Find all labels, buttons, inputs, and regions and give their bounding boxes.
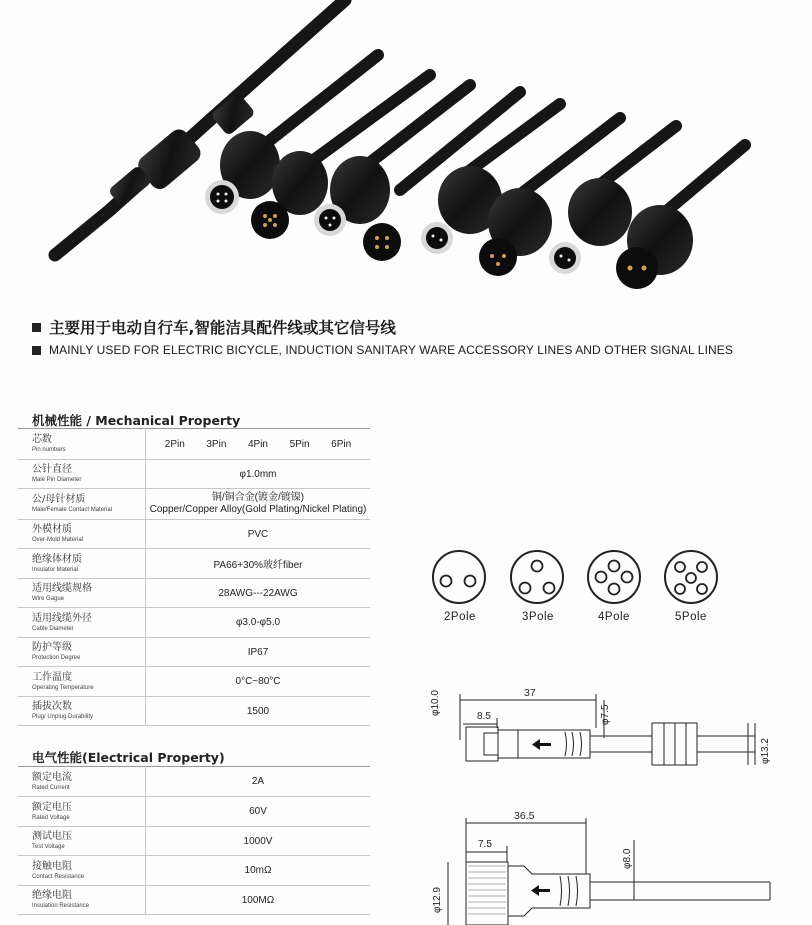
row-value: 1500 bbox=[146, 697, 371, 726]
pin-count: 5Pin bbox=[289, 438, 310, 450]
table-row: 适用线缆外径 Cable Diameter φ3.0-φ5.0 bbox=[18, 608, 370, 638]
electrical-title: 电气性能(Electrical Property) bbox=[32, 750, 225, 765]
bullet-square-icon bbox=[32, 323, 41, 332]
dim-diameter-left: φ12.9 bbox=[432, 887, 443, 913]
row-value: 2A bbox=[146, 767, 371, 797]
dim-front: 7.5 bbox=[478, 839, 492, 850]
table-row: 公针直径 Male Pin Diameter φ1.0mm bbox=[18, 460, 370, 489]
pole-5-outline bbox=[665, 551, 717, 603]
pole-3-outline bbox=[511, 551, 563, 603]
row-label: 芯数 Pin numbers bbox=[18, 429, 146, 460]
mechanical-table bbox=[18, 428, 370, 726]
row-value: PA66+30%玻纤fiber bbox=[146, 549, 371, 579]
table-row: 公/母针材质 Male/Female Contact Material 铜/铜合金(镀金/镀镍) Copper/Copper Alloy(Gold Plating/Nickel Plating) bbox=[18, 489, 370, 520]
dim-diameter-left: φ10.0 bbox=[430, 690, 441, 716]
pole-2-outline bbox=[433, 551, 485, 603]
row-value: φ3.0-φ5.0 bbox=[146, 608, 371, 638]
pin-count: 3Pin bbox=[206, 438, 227, 450]
dim-length: 37 bbox=[524, 687, 536, 699]
pin-count: 2Pin bbox=[164, 438, 185, 450]
table-row: 工作温度 Operating Temperature 0°C~80°C bbox=[18, 667, 370, 697]
heading-cn bbox=[32, 316, 396, 338]
table-row: 额定电流 Rated Current 2A bbox=[18, 767, 370, 797]
pins-values bbox=[146, 429, 371, 460]
row-value: IP67 bbox=[146, 638, 371, 667]
dim-front: 8.5 bbox=[477, 711, 491, 722]
mechanical-title: 机械性能 / Mechanical Property bbox=[32, 413, 241, 428]
pole-label: 3Pole bbox=[522, 611, 554, 623]
dim-diameter-cable: φ8.0 bbox=[622, 848, 633, 869]
row-value: 28AWG---22AWG bbox=[146, 579, 371, 608]
table-row: 防护等级 Protection Degree IP67 bbox=[18, 638, 370, 667]
pole-diagrams bbox=[420, 545, 740, 615]
row-value: φ1.0mm bbox=[146, 460, 371, 489]
pin-count: 6Pin bbox=[331, 438, 352, 450]
row-value: 1000V bbox=[146, 827, 371, 856]
table-row: 测试电压 Test Voltage 1000V bbox=[18, 827, 370, 856]
dim-diameter-right: φ13.2 bbox=[760, 738, 771, 764]
pole-label: 4Pole bbox=[598, 611, 630, 623]
table-row: 绝缘电阻 Insulation Resistance 100MΩ bbox=[18, 886, 370, 915]
row-value-en: Copper/Copper Alloy(Gold Plating/Nickel Plating) bbox=[149, 504, 367, 515]
table-row bbox=[18, 429, 370, 460]
row-value: 10mΩ bbox=[146, 856, 371, 886]
heading-cn-text: 主要用于电动自行车,智能洁具配件线或其它信号线 bbox=[49, 319, 396, 337]
row-value: PVC bbox=[146, 520, 371, 549]
heading-en bbox=[32, 343, 733, 357]
row-value: 100MΩ bbox=[146, 886, 371, 915]
row-value: 60V bbox=[146, 797, 371, 827]
bullet-square-icon bbox=[32, 346, 41, 355]
row-value: 铜/铜合金(镀金/镀镍) bbox=[211, 492, 305, 503]
electrical-table bbox=[18, 766, 370, 915]
pole-label: 5Pole bbox=[675, 611, 707, 623]
product-photo bbox=[0, 0, 812, 300]
row-value: 0°C~80°C bbox=[146, 667, 371, 697]
pin-count: 4Pin bbox=[247, 438, 268, 450]
table-row: 额定电压 Rated Voltage 60V bbox=[18, 797, 370, 827]
table-row: 接触电阻 Contact Resistance 10mΩ bbox=[18, 856, 370, 886]
heading-en-text: MAINLY USED FOR ELECTRIC BICYCLE, INDUCTION SANITARY WARE ACCESSORY LINES AND OTHER SIGNAL LINES bbox=[49, 343, 733, 357]
table-row: 外模材质 Over-Mold Material PVC bbox=[18, 520, 370, 549]
dim-diameter-cable: φ7.5 bbox=[600, 704, 611, 725]
table-row: 绝缘体材质 Insulator Material PA66+30%玻纤fiber bbox=[18, 549, 370, 579]
pole-label: 2Pole bbox=[444, 611, 476, 623]
table-row: 插拔次数 Plug/ Unplug Durability 1500 bbox=[18, 697, 370, 726]
table-row: 适用线缆规格 Wire Gague 28AWG---22AWG bbox=[18, 579, 370, 608]
dim-length: 36.5 bbox=[514, 810, 535, 822]
